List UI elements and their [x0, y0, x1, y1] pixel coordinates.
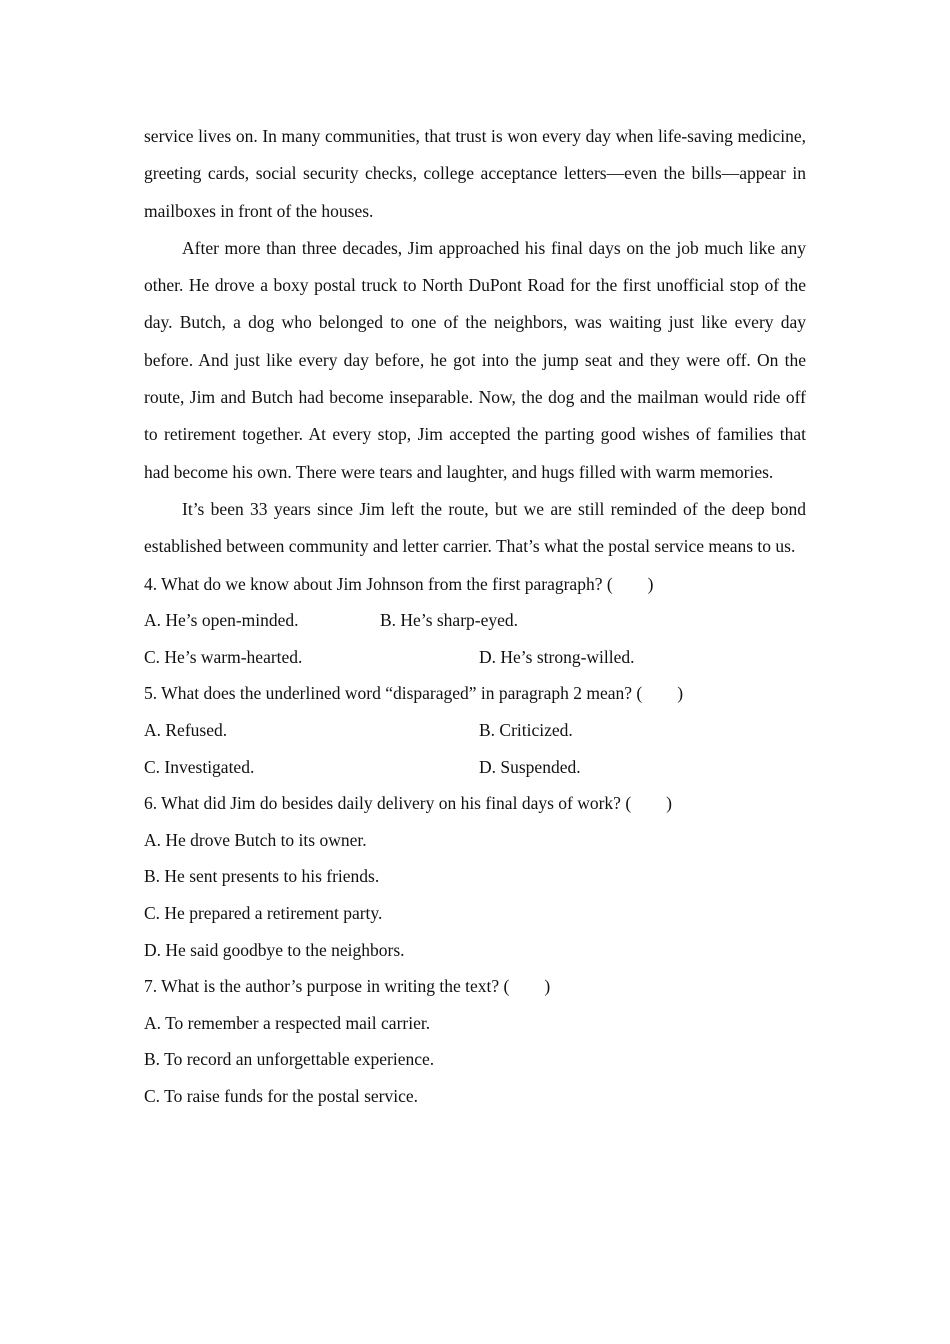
- option-b[interactable]: B. He’s sharp-eyed.: [380, 610, 519, 631]
- document-page: [144, 118, 806, 1114]
- passage-paragraph-2: After more than three decades, Jim approached his final days on the job much like any other. He drove a boxy postal truck to North DuPont Road for the first unofficial stop of the day. Butch, a dog who belonged to one of the neighbors, was waiting just like every day before. And just like every day before, he got into the jump seat and they were off. On the route, Jim and Butch had become inseparable. Now, the dog and the mailman would ride off to retirement together. At every stop, Jim accepted the parting good wishes of families that had become his own. There were tears and laughter, and hugs filled with warm memories.: [144, 237, 806, 482]
- option-c[interactable]: C. To raise funds for the postal service.: [144, 1085, 419, 1106]
- option-row: [144, 639, 806, 676]
- option-b[interactable]: B. He sent presents to his friends.: [144, 866, 380, 887]
- option-c[interactable]: C. He’s warm-hearted.: [144, 646, 303, 667]
- question-5: [144, 675, 806, 785]
- passage-paragraph-1-tail: service lives on. In many communities, that trust is won every day when life-saving medicine, greeting cards, social security checks, college acceptance letters—even the bills—appear in mailboxes in front of the houses.: [144, 126, 806, 221]
- option-a[interactable]: A. He drove Butch to its owner.: [144, 829, 367, 850]
- option-a[interactable]: A. He’s open-minded.: [144, 610, 299, 631]
- option-a[interactable]: A. Refused.: [144, 719, 228, 740]
- option-a[interactable]: A. To remember a respected mail carrier.: [144, 1012, 431, 1033]
- question-7: [144, 968, 806, 1114]
- question-stem: 6. What did Jim do besides daily delivery on his final days of work? ( ): [144, 793, 672, 814]
- option-row: [144, 602, 806, 639]
- option-d[interactable]: D. He said goodbye to the neighbors.: [144, 939, 405, 960]
- question-stem: 7. What is the author’s purpose in writing the text? ( ): [144, 976, 551, 997]
- option-d[interactable]: D. Suspended.: [479, 756, 581, 777]
- option-d[interactable]: D. He’s strong-willed.: [479, 646, 635, 667]
- option-c[interactable]: C. He prepared a retirement party.: [144, 902, 383, 923]
- option-c[interactable]: C. Investigated.: [144, 756, 255, 777]
- option-b[interactable]: B. To record an unforgettable experience.: [144, 1049, 435, 1070]
- question-4: [144, 566, 806, 676]
- question-stem: 4. What do we know about Jim Johnson from the first paragraph? ( ): [144, 573, 654, 594]
- passage-paragraph-3: It’s been 33 years since Jim left the route, but we are still reminded of the deep bond established between community and letter carrier. That’s what the postal service means to us.: [144, 498, 806, 557]
- option-row: [144, 749, 806, 786]
- question-6: [144, 785, 806, 968]
- option-b[interactable]: B. Criticized.: [479, 719, 573, 740]
- question-stem: 5. What does the underlined word “disparaged” in paragraph 2 mean? ( ): [144, 683, 684, 704]
- option-row: [144, 712, 806, 749]
